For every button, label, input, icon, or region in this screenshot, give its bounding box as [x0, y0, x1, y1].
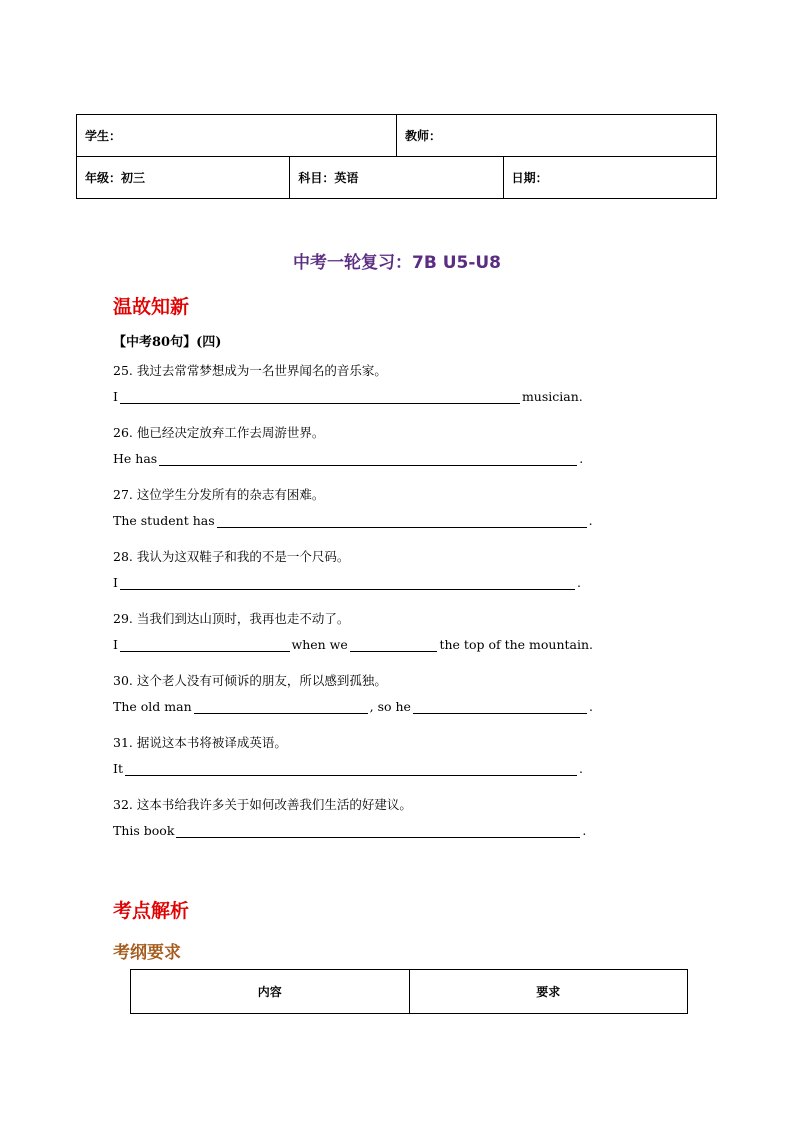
answer-suffix: the top of the mountain. [439, 637, 593, 652]
student-cell[interactable]: 学生： [77, 115, 397, 157]
document-title: 中考一轮复习：7B U5-U8 [292, 253, 502, 273]
answer-prefix: It [113, 761, 123, 776]
answer-blank[interactable] [413, 699, 587, 714]
exercise-question: 30. 这个老人没有可倾诉的朋友，所以感到孤独。 [113, 673, 387, 688]
answer-suffix: . [588, 699, 593, 714]
exercise-answer-line [113, 694, 593, 714]
answer-suffix: . [576, 575, 581, 590]
answer-blank[interactable] [120, 575, 575, 590]
answer-blank[interactable] [159, 451, 577, 466]
answer-suffix: . [588, 513, 593, 528]
exercise-subheading: 【中考80句】(四) [113, 335, 222, 350]
exercise-question: 27. 这位学生分发所有的杂志有困难。 [113, 487, 325, 502]
exercise-question: 32. 这本书给我许多关于如何改善我们生活的好建议。 [113, 797, 412, 812]
exercise-answer-line [113, 632, 593, 652]
answer-blank[interactable] [120, 389, 520, 404]
answer-prefix: The student has [113, 513, 215, 528]
exercise-question: 28. 我认为这双鞋子和我的不是一个尺码。 [113, 549, 350, 564]
exercise-answer-line [113, 818, 593, 838]
exercise-item [113, 422, 593, 484]
answer-suffix: musician. [521, 389, 583, 404]
section-heading-review: 温故知新 [113, 296, 190, 318]
answer-prefix: This book [113, 823, 175, 838]
exercise-item [113, 732, 593, 794]
answer-prefix: The old man [113, 699, 192, 714]
exercise-list [113, 360, 593, 856]
answer-blank[interactable] [194, 699, 368, 714]
answer-blank[interactable] [176, 823, 580, 838]
requirements-table [130, 969, 688, 1014]
exercise-question: 26. 他已经决定放弃工作去周游世界。 [113, 425, 325, 440]
teacher-cell[interactable]: 教师： [396, 115, 716, 157]
answer-middle: , so he [369, 699, 411, 714]
exercise-answer-line [113, 570, 593, 590]
exercise-item [113, 484, 593, 546]
exercise-question: 29. 当我们到达山顶时，我再也走不动了。 [113, 611, 350, 626]
exercise-answer-line [113, 384, 593, 404]
info-table [76, 114, 717, 199]
answer-prefix: He has [113, 451, 158, 466]
table-header-row [131, 970, 688, 1014]
answer-blank[interactable] [120, 637, 290, 652]
subject-cell: 科目：英语 [290, 157, 503, 199]
date-cell[interactable]: 日期： [503, 157, 716, 199]
exercise-item [113, 794, 593, 856]
answer-blank[interactable] [125, 761, 577, 776]
header-requirement: 要求 [409, 970, 688, 1014]
info-row-2 [77, 157, 717, 199]
exercise-answer-line [113, 756, 593, 776]
exercise-answer-line [113, 446, 593, 466]
answer-suffix: . [578, 761, 583, 776]
answer-blank[interactable] [350, 637, 438, 652]
grade-cell: 年级：初三 [77, 157, 290, 199]
answer-prefix: I [113, 637, 118, 652]
exercise-item [113, 360, 593, 422]
answer-suffix: . [582, 823, 587, 838]
section-heading-analysis: 考点解析 [113, 900, 190, 922]
section-heading-requirements: 考纲要求 [113, 943, 181, 963]
answer-blank[interactable] [217, 513, 587, 528]
answer-suffix: . [579, 451, 584, 466]
exercise-question: 25. 我过去常常梦想成为一名世界闻名的音乐家。 [113, 363, 387, 378]
exercise-item [113, 546, 593, 608]
exercise-item [113, 608, 593, 670]
exercise-answer-line [113, 508, 593, 528]
header-content: 内容 [131, 970, 410, 1014]
answer-prefix: I [113, 389, 118, 404]
answer-prefix: I [113, 575, 118, 590]
info-row-1 [77, 115, 717, 157]
exercise-question: 31. 据说这本书将被译成英语。 [113, 735, 287, 750]
exercise-item [113, 670, 593, 732]
answer-middle: when we [291, 637, 348, 652]
